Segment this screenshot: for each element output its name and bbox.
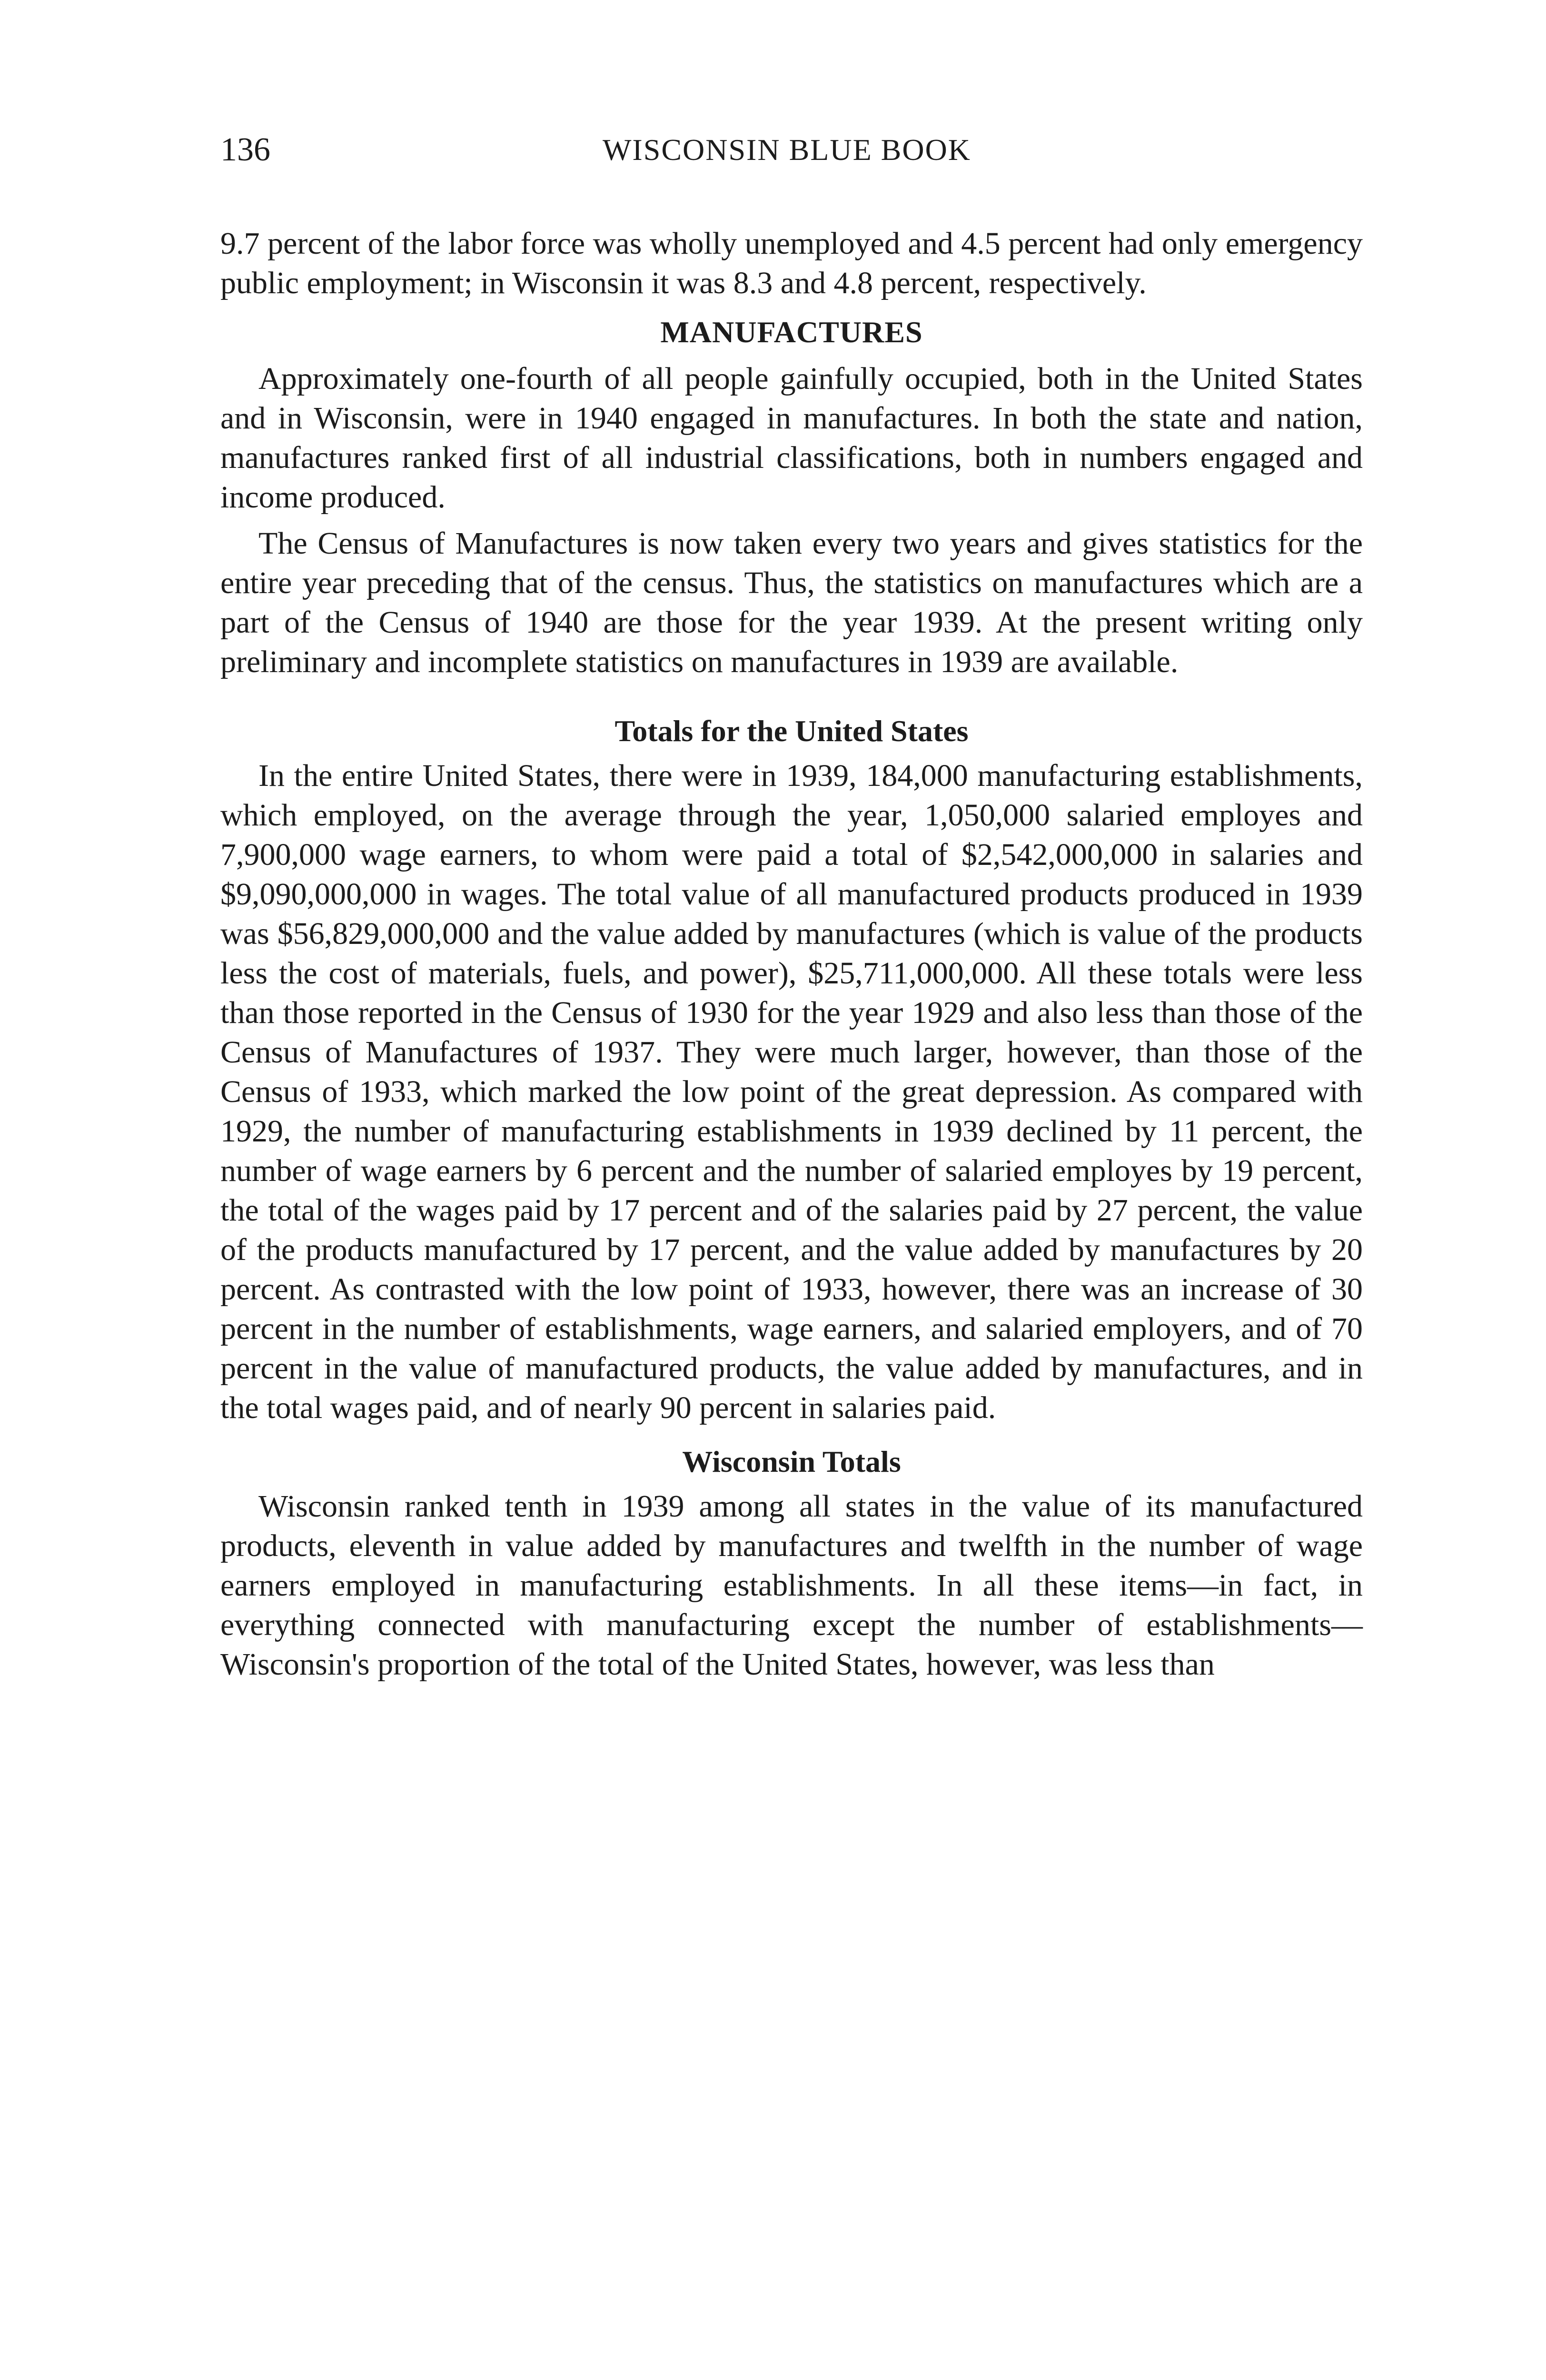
running-head: WISCONSIN BLUE BOOK xyxy=(603,133,971,167)
page-body xyxy=(220,224,1363,1691)
page-header xyxy=(220,129,1363,171)
subheading-wisconsin-totals: Wisconsin Totals xyxy=(682,1445,901,1478)
us-totals-paragraph: In the entire United States, there were in 1939, 184,000 manufacturing establishments, which employed, on the average through the year, 1,050,000 salaried employes and 7,900,000 wage earners, to whom were paid a total of $2,542,000,000 in salaries and $9,090,000,000 in wages. The total value of all manufactured products produced in 1939 was $56,829,000,000 and the value added by manufactures (which is value of the products less the cost of materials, fuels, and power), $25,711,000,000. All these totals were less than those reported in the Census of 1930 for the year 1929 and also less than those of the Census of Manufactures of 1937. They were much larger, however, than those of the Census of 1933, which marked the low point of the great depression. As compared with 1929, the number of manufacturing establishments in 1939 declined by 11 percent, the number of wage earners by 6 percent and the number of salaried employes by 19 percent, the total of the wages paid by 17 percent and of the salaries paid by 27 percent, the value of the products manufactured by 17 percent, and the value added by manufactures by 20 percent. As contrasted with the low point of 1933, however, there was an increase of 30 percent in the number of establishments, wage earners, and salaried employers, and of 70 percent in the value of manufactured products, the value added by manufactures, and in the total wages paid, and of nearly 90 percent in salaries paid. xyxy=(220,758,1363,1425)
intro-paragraph: 9.7 percent of the labor force was wholly unemployed and 4.5 percent had only emergency public employment; in Wisconsin it was 8.3 and 4.8 percent, respectively. xyxy=(220,226,1363,300)
manufactures-paragraph-1: Approximately one-fourth of all people gainfully occupied, both in the United States and in Wisconsin, were in 1940 engaged in manufactures. In both the state and nation, manufactures ranked first of all industrial classifications, both in numbers engaged and income produced. xyxy=(220,361,1363,515)
section-heading-manufactures: MANUFACTURES xyxy=(660,315,923,349)
manufactures-paragraph-2: The Census of Manufactures is now taken every two years and gives statistics for the entire year preceding that of the census. Thus, the statistics on manufactures which are a part of the Census of 1940 are those for the year 1939. At the present writing only preliminary and incomplete statistics on manufactures in 1939 are available. xyxy=(220,526,1363,679)
wisconsin-totals-paragraph: Wisconsin ranked tenth in 1939 among all states in the value of its manufactured products, eleventh in value added by manufactures and twelfth in the number of wage earners employed in manufacturing establishments. In all these items—in fact, in everything connected with manufacturing except the number of establishments—Wisconsin's proportion of the total of the United States, however, was less than xyxy=(220,1489,1363,1682)
page-number: 136 xyxy=(220,131,270,168)
subheading-us-totals: Totals for the United States xyxy=(614,714,969,748)
